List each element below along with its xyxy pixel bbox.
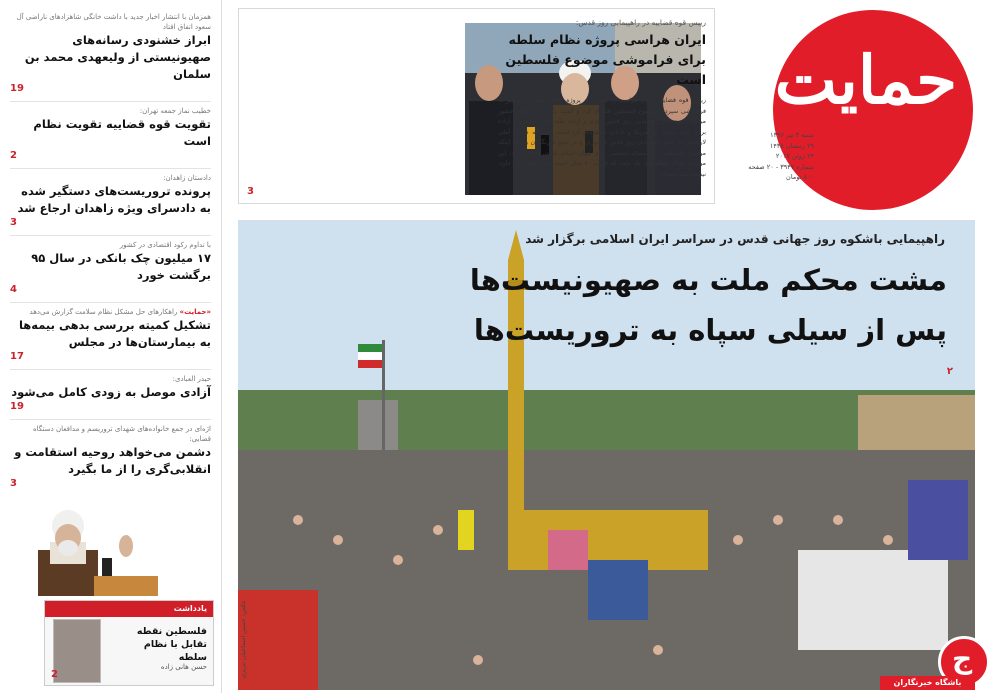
sidebar-item[interactable]	[10, 236, 211, 303]
sidebar-item-kicker: خطیب نماز جمعه تهران:	[139, 107, 211, 115]
sidebar-item-page: 2	[10, 150, 17, 161]
main-headline-line-2: پس از سیلی سپاه به تروریست‌ها	[473, 313, 947, 347]
price: ۸۰۰ تومان	[786, 173, 814, 181]
watermark-label: باشگاه خبرنگاران	[880, 676, 975, 690]
top-story-page: 3	[247, 186, 254, 197]
yjc-watermark	[880, 636, 997, 693]
top-story-title: ایران هراسی پروژه نظام سلطه برای فراموشی موضوع فلسطین است	[505, 32, 706, 87]
main-page: ۲	[946, 366, 953, 377]
sidebar-item-title: ۱۷ میلیون چک بانکی در سال ۹۵ برگشت خورد	[31, 251, 211, 282]
date-gregorian: ۲۴ ژوئن ۲۰۱۷	[775, 152, 814, 160]
sidebar-item-kicker: حیدر العبادی:	[172, 375, 211, 383]
sidebar-item-title: ابراز خشنودی رسانه‌های صهیونیستی از ولیعهدی محمد بن سلمان	[24, 33, 211, 81]
sidebar-item[interactable]	[10, 420, 211, 496]
date-solar: شنبه ۳ تیر ۱۳۹۶	[770, 131, 814, 139]
sidebar-item-kicker: اژه‌ای در جمع خانواده‌های شهدای تروریسم و مدافعان دستگاه قضایی:	[33, 425, 211, 443]
main-kicker: راهپیمایی باشکوه روز جهانی قدس در سراسر ایران اسلامی برگزار شد	[525, 232, 945, 246]
main-headline-line-1: مشت محکم ملت به صهیونیست‌ها	[469, 263, 947, 297]
note-header: یادداشت	[45, 601, 213, 617]
sidebar-item[interactable]	[10, 169, 211, 236]
note-author: حسن هانی زاده	[160, 663, 207, 671]
sidebar-item-kicker-text: راهکارهای حل مشکل نظام سلامت گزارش می‌دهد	[29, 308, 178, 316]
sidebar-item-page: 4	[10, 284, 17, 295]
sidebar-item[interactable]	[10, 370, 211, 420]
sidebar-item-title: دشمن می‌خواهد روحیه استقامت و انقلابی‌گری را از ما بگیرد	[14, 445, 211, 476]
author-photo	[53, 619, 101, 683]
sidebar-item-title: تقویت قوه قضاییه تقویت نظام است	[33, 117, 211, 148]
sidebar-item-page: 19	[10, 83, 24, 94]
sidebar-item-title: پرونده تروریست‌های دستگیر شده به دادسرای ویژه زاهدان ارجاع شد	[17, 184, 211, 215]
main-photo[interactable]	[238, 220, 975, 690]
photo-credit: عکس: حسین اسماعیلی تبریزی	[240, 600, 247, 679]
top-story-text	[498, 17, 706, 180]
sidebar-item-page: 17	[10, 351, 24, 362]
sidebar-item-title: آزادی موصل به زودی کامل می‌شود	[11, 385, 211, 399]
newspaper-logo: حمایت	[774, 41, 957, 119]
opinion-note[interactable]	[44, 600, 214, 686]
issue-info	[734, 130, 814, 183]
top-story-kicker: رییس قوه قضاییه در راهپیمایی روز قدس:	[575, 18, 706, 27]
sidebar-item-page: 3	[10, 217, 17, 228]
masthead	[718, 0, 997, 218]
top-story[interactable]	[238, 8, 715, 204]
note-title: فلسطین نقطه تقابل با نظام سلطه	[136, 626, 207, 663]
cleric-photo	[10, 498, 211, 596]
sidebar-item-kicker-source: «حمایت»	[179, 308, 211, 316]
sidebar-item-title: تشکیل کمیته بررسی بدهی بیمه‌ها به بیمارستان‌ها در مجلس	[18, 318, 211, 349]
note-page: 2	[51, 669, 58, 680]
watermark-glyph: ج	[952, 642, 973, 675]
sidebar-item-kicker: دادستان زاهدان:	[163, 174, 211, 182]
sidebar-item[interactable]	[10, 8, 211, 102]
top-story-body: رییس قوه قضاییه، ایران هراسی را بخشی از پروژه نظام سلطه در مسیر به فراموشی سپردن موضوع فلسطین قلمداد کرد و گفت: یکی از پیام‌های حضور میلیونی مردم در راهپیمایی روز قدس، عزم و اراده ملت‌های مسلمان و آزاده برای عدم تبعیت از آمریکا و اذناب منطقه‌ای آن است. آیت‌الله صادق آملی لاریجانی در جمع راهپیمایان روز قدس در تهران و در جمع خبرنگاران با بیان اینکه موضوع فلسطین، یک مساله اساسی برای جهان اسلام است، تصریح کرد: این موضوع بیانگر مظلومیت یک ملت که قریب ۷۰ سال است تحت ظلم قرار دارد، نیست بلکه مساله...	[498, 97, 706, 178]
sidebar-item[interactable]	[10, 303, 211, 370]
sidebar-item-page: 19	[10, 401, 24, 412]
sidebar-item[interactable]	[10, 102, 211, 169]
sidebar-item-kicker	[10, 307, 211, 317]
date-lunar: ۲۹ رمضان ۱۴۳۸	[769, 141, 814, 150]
sidebar-item-kicker: همزمان با انتشار اخبار جدید با داشت خانگی شاهزادهای ناراضی آل سعود اتفاق افتاد	[16, 13, 211, 31]
issue-number: شماره ۳۹۴۷ - ۲۰ صفحه	[748, 162, 814, 171]
news-sidebar	[0, 0, 222, 693]
sidebar-item-kicker: با تداوم رکود اقتصادی در کشور	[119, 241, 211, 249]
sidebar-item-page: 3	[10, 478, 17, 489]
